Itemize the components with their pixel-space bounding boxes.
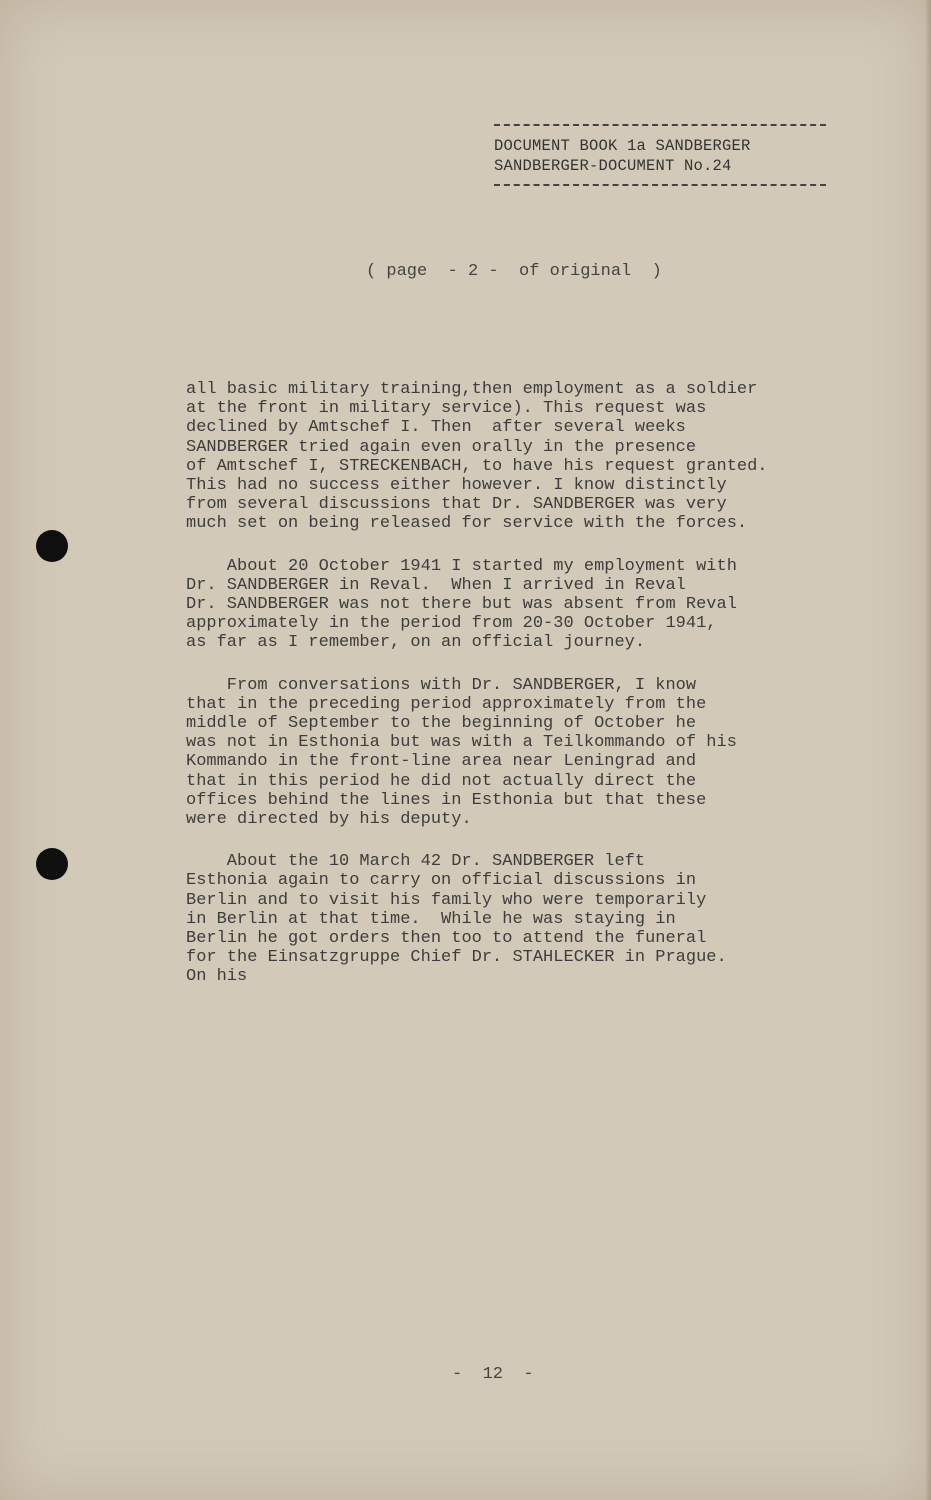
- header-bottom-divider: [494, 184, 826, 186]
- text-line: for the Einsatzgruppe Chief Dr. STAHLECKER in Prague.: [186, 948, 727, 968]
- text-line: On his: [186, 967, 248, 987]
- text-line: that in the preceding period approximately from the: [186, 694, 707, 714]
- document-body: [186, 380, 876, 987]
- header-top-divider: [494, 124, 826, 126]
- text-line: that in this period he did not actually direct the: [186, 771, 697, 791]
- text-line: much set on being released for service with the forces.: [186, 514, 748, 534]
- text-line: Dr. SANDBERGER was not there but was absent from Reval: [186, 595, 737, 615]
- paragraph-3: [186, 676, 876, 830]
- text-line: SANDBERGER tried again even orally in the presence: [186, 437, 697, 457]
- text-line: of Amtschef I, STRECKENBACH, to have his request granted.: [186, 456, 768, 476]
- text-line: Kommando in the front-line area near Leningrad and: [186, 752, 697, 772]
- text-line: all basic military training,then employment as a soldier: [186, 380, 758, 399]
- text-line: This had no success either however. I know distinctly: [186, 476, 727, 496]
- document-header: [494, 124, 826, 186]
- text-line: Dr. SANDBERGER in Reval. When I arrived in Reval: [186, 575, 686, 595]
- document-number: SANDBERGER-DOCUMENT No.24: [494, 157, 732, 175]
- text-line: as far as I remember, on an official journey.: [186, 633, 646, 653]
- document-book-title: DOCUMENT BOOK 1a SANDBERGER: [494, 137, 751, 155]
- text-line: was not in Esthonia but was with a Teilkommando of his: [186, 733, 737, 753]
- paragraph-4: [186, 852, 876, 986]
- text-line: approximately in the period from 20-30 October 1941,: [186, 614, 717, 634]
- text-line: Berlin and to visit his family who were temporarily: [186, 890, 707, 910]
- original-page-reference: ( page - 2 - of original ): [366, 262, 662, 281]
- punch-hole-top: [36, 530, 68, 562]
- text-line: Esthonia again to carry on official discussions in: [186, 871, 697, 891]
- punch-hole-bottom: [36, 848, 68, 880]
- text-line: from several discussions that Dr. SANDBERGER was very: [186, 495, 727, 515]
- text-line: Berlin he got orders then too to attend the funeral: [186, 929, 707, 949]
- text-line: offices behind the lines in Esthonia but that these: [186, 790, 707, 810]
- text-line: declined by Amtschef I. Then after several weeks: [186, 418, 686, 438]
- paragraph-1: [186, 380, 876, 534]
- page-number: - 12 -: [452, 1365, 534, 1384]
- text-line: About the 10 March 42 Dr. SANDBERGER left: [186, 852, 646, 872]
- text-line: at the front in military service). This request was: [186, 399, 707, 419]
- text-line: in Berlin at that time. While he was staying in: [186, 909, 676, 929]
- paragraph-2: [186, 557, 876, 653]
- text-line: From conversations with Dr. SANDBERGER, I know: [186, 675, 697, 695]
- text-line: About 20 October 1941 I started my employment with: [186, 556, 737, 576]
- text-line: middle of September to the beginning of October he: [186, 714, 697, 734]
- text-line: were directed by his deputy.: [186, 810, 472, 830]
- page-edge-shadow: [925, 0, 931, 1500]
